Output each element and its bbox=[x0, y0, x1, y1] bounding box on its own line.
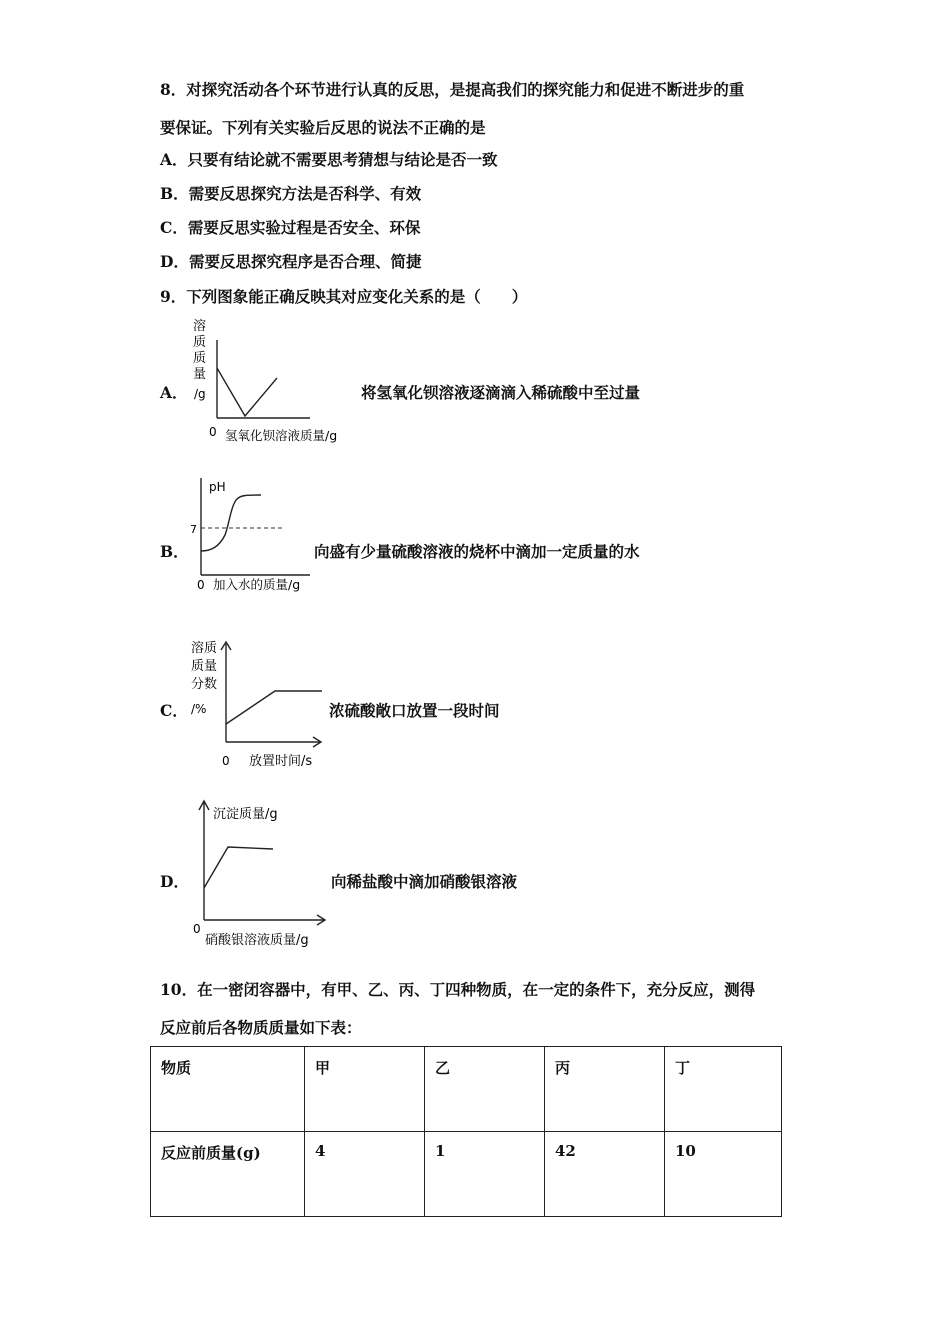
q9-option-a-label: A． bbox=[160, 383, 188, 402]
table-cell: 42 bbox=[545, 1132, 665, 1217]
graph-a-ylabel-3: 质 bbox=[193, 351, 207, 366]
q9-option-d-label: D． bbox=[160, 872, 189, 891]
graph-b-tick-7: 7 bbox=[190, 523, 197, 536]
table-cell: 1 bbox=[425, 1132, 545, 1217]
graph-d-ylabel: 沉淀质量/g bbox=[213, 807, 278, 822]
graph-a-ylabel-2: 质 bbox=[193, 335, 207, 350]
q10-mass-table bbox=[150, 1046, 782, 1217]
q9-stem: 9．下列图象能正确反映其对应变化关系的是（ ） bbox=[160, 287, 528, 306]
q8-option-c: C．需要反思实验过程是否安全、环保 bbox=[160, 218, 421, 237]
graph-b-ylabel: pH bbox=[209, 480, 226, 494]
graph-a-ylabel-1: 溶 bbox=[193, 319, 207, 334]
table-header-cell: 丙 bbox=[545, 1047, 665, 1132]
graph-c-ylabel-3: 分数 bbox=[191, 677, 218, 692]
graph-a-curve bbox=[217, 368, 277, 416]
q9-graph-c bbox=[185, 638, 335, 774]
graph-b-curve bbox=[201, 495, 261, 551]
graph-a-origin: 0 bbox=[209, 425, 217, 439]
q9-graph-b bbox=[185, 473, 315, 598]
q10-stem-line2: 反应前后各物质质量如下表： bbox=[160, 1018, 362, 1037]
graph-a-ylabel-5: /g bbox=[194, 387, 206, 401]
q8-option-b: B．需要反思探究方法是否科学、有效 bbox=[160, 184, 422, 203]
q8-stem-line1: 8．对探究活动各个环节进行认真的反思，是提高我们的探究能力和促进不断进步的重 bbox=[160, 80, 745, 99]
q8-option-d: D．需要反思探究程序是否合理、简捷 bbox=[160, 252, 422, 271]
graph-c-ylabel-1: 溶质 bbox=[191, 641, 218, 656]
graph-d-xlabel: 硝酸银溶液质量/g bbox=[205, 933, 309, 948]
graph-c-origin: 0 bbox=[222, 754, 230, 768]
q9-option-d-desc: 向稀盐酸中滴加硝酸银溶液 bbox=[331, 872, 518, 891]
graph-b-origin: 0 bbox=[197, 578, 205, 592]
table-cell: 4 bbox=[305, 1132, 425, 1217]
table-header-cell: 甲 bbox=[305, 1047, 425, 1132]
q8-stem-line2: 要保证。下列有关实验后反思的说法不正确的是 bbox=[160, 118, 486, 137]
table-cell: 10 bbox=[665, 1132, 782, 1217]
graph-c-xlabel: 放置时间/s bbox=[249, 754, 313, 769]
graph-c-curve bbox=[226, 691, 322, 724]
table-header-row bbox=[151, 1047, 782, 1132]
q9-graph-d bbox=[185, 796, 335, 952]
table-header-cell: 丁 bbox=[665, 1047, 782, 1132]
table-cell: 反应前质量(g) bbox=[151, 1132, 305, 1217]
q9-graph-a bbox=[185, 318, 365, 448]
graph-b-xlabel: 加入水的质量/g bbox=[213, 577, 301, 592]
table-header-cell: 物质 bbox=[151, 1047, 305, 1132]
q9-option-c-desc: 浓硫酸敞口放置一段时间 bbox=[329, 701, 500, 720]
graph-a-ylabel-4: 量 bbox=[193, 367, 207, 382]
graph-c-ylabel-4: /% bbox=[191, 702, 207, 716]
q9-option-a-desc: 将氢氧化钡溶液逐滴滴入稀硫酸中至过量 bbox=[361, 383, 641, 402]
graph-d-curve bbox=[204, 847, 273, 888]
q10-stem-line1: 10．在一密闭容器中，有甲、乙、丙、丁四种物质，在一定的条件下，充分反应，测得 bbox=[160, 980, 756, 999]
q9-option-b-desc: 向盛有少量硫酸溶液的烧杯中滴加一定质量的水 bbox=[314, 542, 640, 561]
q9-option-b-label: B． bbox=[160, 542, 189, 561]
table-row bbox=[151, 1132, 782, 1217]
table-header-cell: 乙 bbox=[425, 1047, 545, 1132]
graph-d-origin: 0 bbox=[193, 922, 201, 936]
q8-option-a: A．只要有结论就不需要思考猜想与结论是否一致 bbox=[160, 150, 498, 169]
graph-c-ylabel-2: 质量 bbox=[191, 659, 218, 674]
q9-option-c-label: C． bbox=[160, 701, 188, 720]
graph-a-xlabel: 氢氧化钡溶液质量/g bbox=[225, 428, 338, 443]
